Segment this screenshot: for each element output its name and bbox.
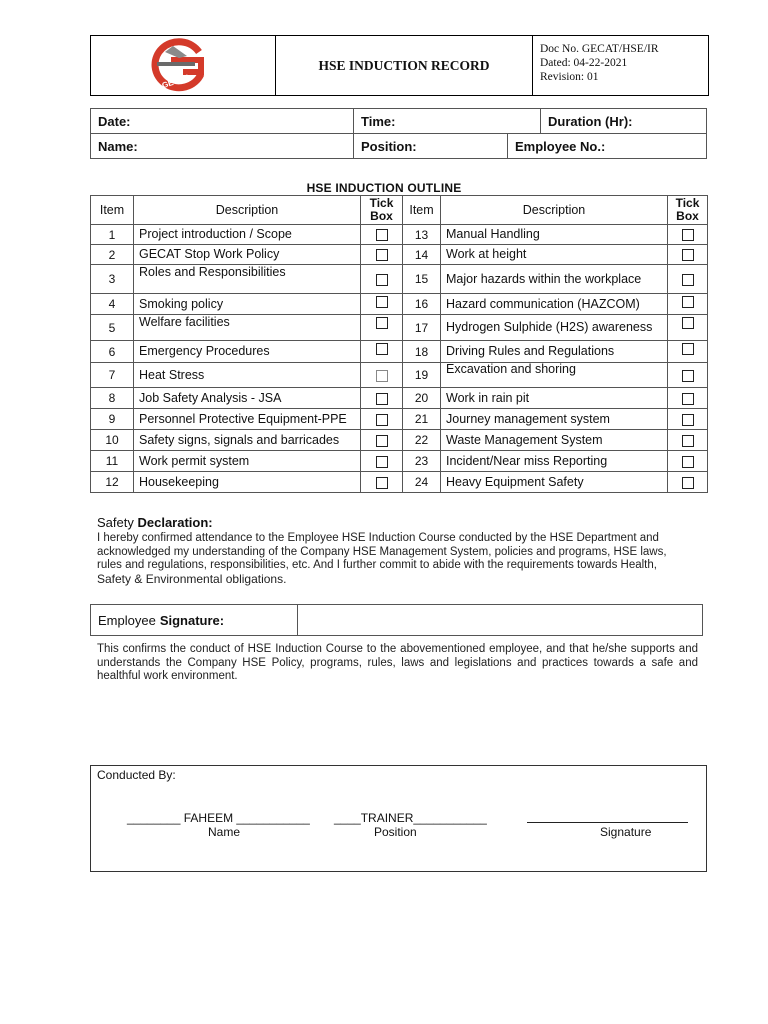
trainer-position-value: ____TRAINER___________ xyxy=(334,811,487,825)
table-row xyxy=(91,430,708,451)
conducted-by-label: Conducted By: xyxy=(97,768,176,782)
item-number: 2 xyxy=(91,245,134,265)
item-description: Job Safety Analysis - JSA xyxy=(134,388,361,409)
tick-checkbox[interactable] xyxy=(376,477,388,489)
header-tick-box: Tick Box xyxy=(668,196,708,225)
item-number: 11 xyxy=(91,451,134,472)
tick-checkbox[interactable] xyxy=(682,317,694,329)
employee-signature-row xyxy=(90,604,703,636)
tick-checkbox[interactable] xyxy=(682,393,694,405)
tick-checkbox[interactable] xyxy=(376,393,388,405)
signature-label: Signature: xyxy=(159,612,225,628)
tick-checkbox[interactable] xyxy=(376,456,388,468)
item-description: Smoking policy xyxy=(134,294,361,315)
tick-checkbox[interactable] xyxy=(682,370,694,382)
item-description: Work at height xyxy=(441,245,668,265)
item-number: 24 xyxy=(403,472,441,493)
item-description: Incident/Near miss Reporting xyxy=(441,451,668,472)
item-description: Project introduction / Scope xyxy=(134,225,361,245)
item-description: Major hazards within the workplace xyxy=(441,265,668,294)
duration-field[interactable]: Duration (Hr): xyxy=(541,109,707,134)
item-description: Emergency Procedures xyxy=(134,341,361,363)
item-description: Work permit system xyxy=(134,451,361,472)
item-description: Heavy Equipment Safety xyxy=(441,472,668,493)
doc-number: Doc No. GECAT/HSE/IR xyxy=(540,43,659,55)
date-field[interactable]: Date: xyxy=(91,109,354,134)
table-row xyxy=(91,363,708,388)
tick-checkbox[interactable] xyxy=(376,370,388,382)
employee-signature-label xyxy=(91,605,298,635)
declaration-text xyxy=(97,532,677,586)
name-caption: Name xyxy=(208,825,241,839)
declaration-line: rules and regulations, responsibilities, etc. And I further commit to abide with the requirements towards Health, xyxy=(97,559,657,571)
item-description: Journey management system xyxy=(441,409,668,430)
item-number: 22 xyxy=(403,430,441,451)
item-description: Roles and Responsibilities xyxy=(134,265,361,294)
item-number: 15 xyxy=(403,265,441,294)
table-row xyxy=(91,341,708,363)
table-row xyxy=(91,245,708,265)
table-row xyxy=(91,315,708,341)
item-number: 23 xyxy=(403,451,441,472)
signature-prefix: Employee xyxy=(98,612,156,628)
item-number: 5 xyxy=(91,315,134,341)
name-field[interactable]: Name: xyxy=(91,134,354,159)
trainer-name-value: ________ FAHEEM ___________ xyxy=(127,811,310,825)
employee-signature-field[interactable] xyxy=(298,605,702,635)
table-row xyxy=(91,388,708,409)
tick-checkbox[interactable] xyxy=(682,274,694,286)
item-number: 20 xyxy=(403,388,441,409)
position-caption: Position xyxy=(374,825,417,839)
item-description: Excavation and shoring xyxy=(441,363,668,388)
tick-checkbox[interactable] xyxy=(376,435,388,447)
tick-checkbox[interactable] xyxy=(682,249,694,261)
declaration-line: Safety & Environmental obligations. xyxy=(97,571,287,586)
header-item: Item xyxy=(403,196,441,225)
svg-text:GECAT: GECAT xyxy=(160,73,190,91)
induction-outline-table xyxy=(90,195,708,493)
item-number: 21 xyxy=(403,409,441,430)
item-number: 3 xyxy=(91,265,134,294)
tick-checkbox[interactable] xyxy=(682,414,694,426)
outline-title: HSE INDUCTION OUTLINE xyxy=(306,181,462,195)
tick-checkbox[interactable] xyxy=(682,229,694,241)
item-number: 1 xyxy=(91,225,134,245)
header-description: Description xyxy=(441,196,668,225)
confirmation-text: This confirms the conduct of HSE Induction Course to the abovementioned employee, and that he/she supports and understands the Company HSE Policy, programs, rules, laws and legislations and practices towards a safe and healthful work environment. xyxy=(97,643,698,682)
time-field[interactable]: Time: xyxy=(354,109,541,134)
item-description: Hazard communication (HAZCOM) xyxy=(441,294,668,315)
declaration-line: I hereby confirmed attendance to the Employee HSE Induction Course conducted by the HSE Department and xyxy=(97,532,659,544)
tick-checkbox[interactable] xyxy=(376,274,388,286)
item-number: 17 xyxy=(403,315,441,341)
item-number: 6 xyxy=(91,341,134,363)
item-number: 8 xyxy=(91,388,134,409)
item-number: 4 xyxy=(91,294,134,315)
table-row xyxy=(91,409,708,430)
item-description: Driving Rules and Regulations xyxy=(441,341,668,363)
item-number: 9 xyxy=(91,409,134,430)
tick-checkbox[interactable] xyxy=(376,317,388,329)
tick-checkbox[interactable] xyxy=(376,414,388,426)
item-description: Welfare facilities xyxy=(134,315,361,341)
declaration-heading xyxy=(97,515,213,530)
item-description: Manual Handling xyxy=(441,225,668,245)
tick-checkbox[interactable] xyxy=(376,296,388,308)
conducted-by-box xyxy=(90,765,707,872)
employee-no-field[interactable]: Employee No.: xyxy=(508,134,707,159)
document-control xyxy=(533,36,708,95)
table-row xyxy=(91,472,708,493)
tick-checkbox[interactable] xyxy=(682,296,694,308)
item-description: Hydrogen Sulphide (H2S) awareness xyxy=(441,315,668,341)
gecat-logo-icon xyxy=(143,38,213,94)
table-row xyxy=(91,294,708,315)
doc-date: Dated: 04-22-2021 xyxy=(540,57,628,69)
table-row xyxy=(91,225,708,245)
item-description: Housekeeping xyxy=(134,472,361,493)
tick-checkbox[interactable] xyxy=(376,249,388,261)
item-description: Heat Stress xyxy=(134,363,361,388)
item-number: 18 xyxy=(403,341,441,363)
declaration-prefix: Safety xyxy=(97,515,134,530)
item-description: Waste Management System xyxy=(441,430,668,451)
declaration-label: Declaration: xyxy=(137,515,213,530)
declaration-line: acknowledged my understanding of the Company HSE Management System, policies and programs, HSE laws, xyxy=(97,545,667,558)
item-number: 7 xyxy=(91,363,134,388)
table-row xyxy=(91,265,708,294)
table-row xyxy=(91,451,708,472)
item-number: 10 xyxy=(91,430,134,451)
doc-revision: Revision: 01 xyxy=(540,71,599,83)
signature-line[interactable] xyxy=(527,822,688,823)
header-tick-box: Tick Box xyxy=(361,196,403,225)
item-description: Personnel Protective Equipment-PPE xyxy=(134,409,361,430)
item-number: 14 xyxy=(403,245,441,265)
document-header xyxy=(90,35,709,96)
item-number: 13 xyxy=(403,225,441,245)
item-description: Safety signs, signals and barricades xyxy=(134,430,361,451)
tick-checkbox[interactable] xyxy=(376,343,388,355)
header-description: Description xyxy=(134,196,361,225)
item-description: GECAT Stop Work Policy xyxy=(134,245,361,265)
tick-checkbox[interactable] xyxy=(376,229,388,241)
tick-checkbox[interactable] xyxy=(682,435,694,447)
header-item: Item xyxy=(91,196,134,225)
logo-cell xyxy=(91,36,276,95)
tick-checkbox[interactable] xyxy=(682,477,694,489)
position-field[interactable]: Position: xyxy=(354,134,508,159)
item-description: Work in rain pit xyxy=(441,388,668,409)
tick-checkbox[interactable] xyxy=(682,343,694,355)
item-number: 12 xyxy=(91,472,134,493)
document-title: HSE INDUCTION RECORD xyxy=(276,36,533,95)
item-number: 16 xyxy=(403,294,441,315)
item-number: 19 xyxy=(403,363,441,388)
tick-checkbox[interactable] xyxy=(682,456,694,468)
signature-caption: Signature xyxy=(600,825,652,839)
employee-info-table xyxy=(90,108,707,159)
